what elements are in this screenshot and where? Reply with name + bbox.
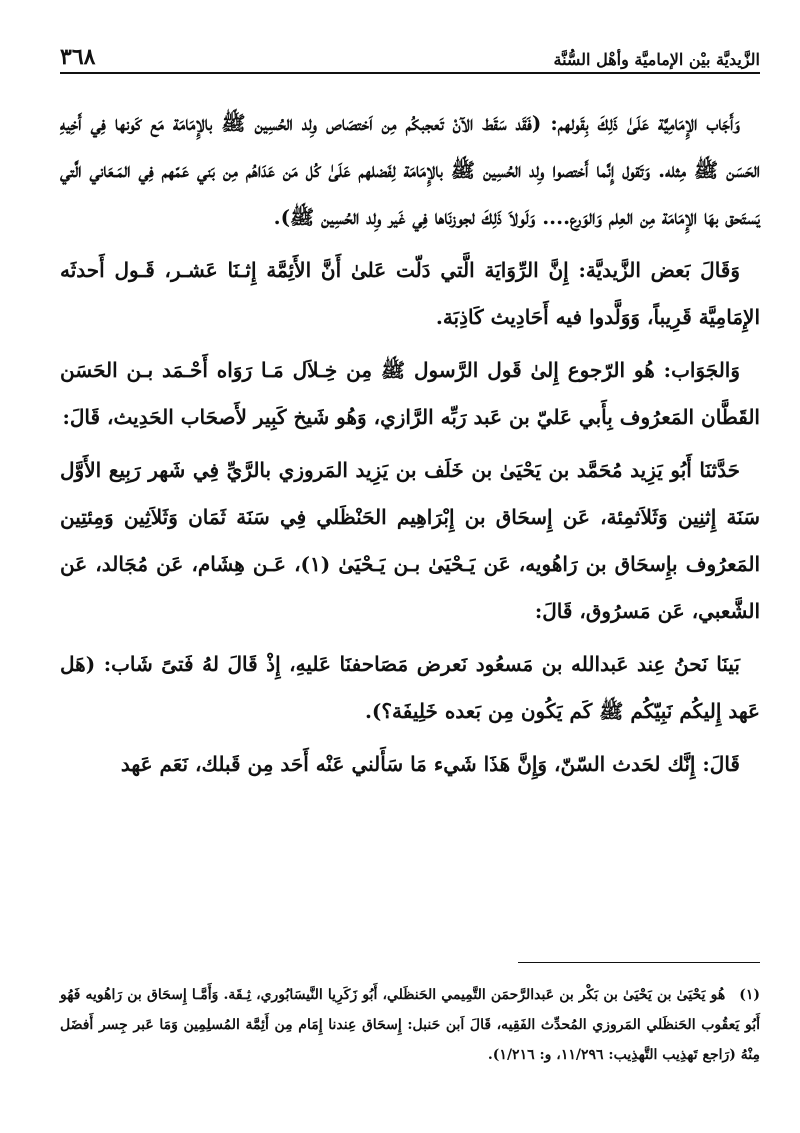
running-title: الزَّيديَّة بيْن الإماميَّة وأهْل السُّنَّة <box>553 50 760 69</box>
page-number: ٣٦٨ <box>60 44 96 70</box>
page-header <box>60 32 760 68</box>
paragraph: وَقَالَ بَعض الزَّيديَّة: إِنَّ الرِّوَايَة الَّتي دَلّت عَلىٰ أَنَّ الأَئِمَّة إِثـنَا عَشـر، قَـول أَحدثَه الإِمَامِيَّة قَرِيباً، وَوَلَّدوا فيه أَحَادِيث كَاذِبَة. <box>60 258 760 329</box>
footnote <box>60 980 760 1070</box>
footnote-text: هُو يَحْيَىٰ بن يَحْيَىٰ بن بَكْر بن عَبدالرَّحمَن التَّمِيمي الحَنظَلي، أَبُو زَكَرِيا النَّيسَابُوري، ثِـقَة. وَأَمَّـا إِسحَاق بن رَاهُويه فَهُو أَبُو يَعقُوب الحَنظَلي المَروزي المُحدِّث الفَقِيه، قَالَ اَبن حَنبل: إِسحَاق عِندنا إِمَام مِن أَئِمَّة المُسلِمِين وَمَا عَبر جِسر أَفضَل مِنْهُ (رَاجع تَهذِيب التَّهذِيب: ١١/٢٩٦، و: ١/٢١٦). <box>60 987 760 1063</box>
paragraph: وَالجَوَاب: هُو الرّجوع إِلىٰ قَول الرَّسول ﷺ مِن خِـلاَل مَـا رَوَاه أَحْـمَد بـن الحَسَن القَطَّان المَعرُوف بِأَبي عَليّ بن عَبد رَبِّه الرَّازي، وَهُو شَيخ كَبِير لأَصحَاب الحَدِيث، قَالَ: <box>60 358 760 429</box>
header-rule <box>60 72 760 74</box>
paragraph: بَينَا نَحنُ عِند عَبدالله بن مَسعُود نَعرض مَصَاحفنَا عَليهِ، إِذْ قَالَ لهُ فَتىً شَاب: (هَل عَهد إِليكُم نَبِيّكُم ﷺ كَم يَكُون مِن بَعده خَلِيفَة؟). <box>60 652 760 723</box>
footnote-rule <box>518 962 760 963</box>
paragraph: قَالَ: إِنَّك لحَدث السّنّ، وَإِنَّ هَذَا شَيء مَا سَأَلني عَنْه أَحَد مِن قَبلك، نَعَم عَهد <box>120 752 740 776</box>
paragraph: وَأَجَاب الإِمَامِيَّة عَلَىٰ ذَلِكَ بِقَولهم: (فَقَد سَقَط الآنْ تَعجبكُم مِن اَختصَاص وِلد الحُسِين ﷺ بالإِمَامَة مَع كَونها فِي أَخِيهِ الحَسَن ﷺ مِثله. وَتَقول إِنَّما أَختصوا وِلد الحُسِين ﷺ بالإِمَامَة لِفَضلهم عَلَىٰ كُل مَن عَدَاهُم مِن بَني عَمّهم فِي المَـعَاني الَّتي يَستَحق بهَا الإِمَامَة مِن العِلم وَالوَرع.... وَلَولاَ ذَلِكَ لجوزنَاها فِي غَير وِلد الحُسِين ﷺ). <box>60 111 760 229</box>
footnote-marker: (١) <box>739 987 760 1003</box>
paragraph: حَدَّثنَا أَبُو يَزِيد مُحَمَّد بن يَحْيَىٰ بن خَلَف بن يَزِيد المَروزي بالرَّيِّ فِي شَهر رَبِيع الأَوَّل سَنَة إِثنِين وَثَلاَثمِئة، عَن إِسحَاق بن إِبْرَاهِيم الحَنْظَلي فِي سَنَة ثَمَان وَثَلاَثِين وَمِئتِين المَعرُوف بإِسحَاق بن رَاهُويه، عَن يَـحْيَىٰ بـن يَـحْيَىٰ (١)، عَـن هِشَام، عَن مُجَالد، عَن الشَّعبي، عَن مَسرُوق، قَالَ: <box>60 458 760 623</box>
body-text <box>60 100 760 794</box>
